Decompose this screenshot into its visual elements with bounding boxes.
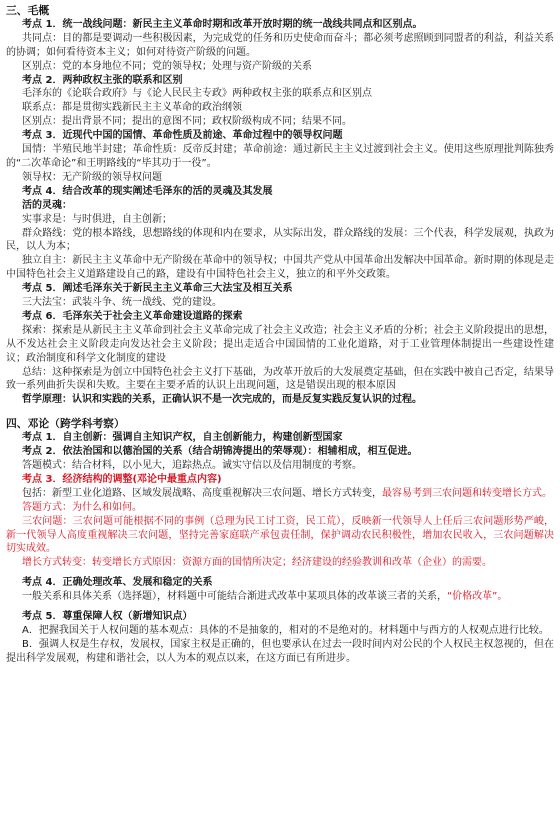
highlight-text: “价格改革”。: [447, 591, 508, 603]
key-point-heading: [6, 185, 554, 199]
key-point-heading: [6, 610, 554, 624]
key-point-heading: [6, 445, 554, 459]
paragraph-text: B．强调人权是生存权，发展权，国家主权是正确的，但也要承认在过去一段时间内对公民的个人权民主权忽视的，但在提出科学发展观，构建和谐社会，以人为本的观点以来，在这方面已有所进步。: [6, 638, 554, 664]
paragraph: [6, 324, 554, 366]
paragraph: [6, 143, 554, 171]
paragraph: [6, 227, 554, 255]
key-point-heading: [6, 18, 554, 32]
paragraph: [6, 366, 554, 394]
section-title: 三、毛概: [6, 4, 50, 17]
paragraph: [6, 501, 554, 515]
paragraph: [6, 515, 554, 557]
paragraph: [6, 624, 554, 638]
paragraph-text: 区别点：党的本身地位不同；党的领导权；处理与资产阶级的关系: [22, 60, 312, 72]
paragraph: [6, 296, 554, 310]
key-point-heading: [6, 576, 554, 590]
paragraph-text: 考点 5．尊重保障人权（新增知识点）: [22, 611, 193, 623]
key-point-heading: [6, 431, 554, 445]
paragraph-text: A．把握我国关于人权问题的基本观点：具体的不是抽象的，相对的不是绝对的。材料题中与西方的人权观点进行比较。: [22, 624, 549, 636]
paragraph: [6, 87, 554, 101]
paragraph: [6, 556, 554, 570]
paragraph-text: 考点 2．依法治国和以德治国的关系（结合胡锦涛提出的荣辱观）：相辅相成，相互促进。: [22, 446, 418, 458]
paragraph-text: 包括：新型工业化道路、区域发展战略、高度重视解决三农问题、增长方式转变，: [22, 487, 382, 499]
paragraph-text: 考点 3．近现代中国的国情、革命性质及前途、革命过程中的领导权问题: [22, 130, 343, 142]
paragraph-text: 答题模式：结合材料，以小见大，追踪热点。诚实守信以及信用制度的考察。: [22, 460, 362, 471]
paragraph: [6, 590, 554, 604]
paragraph-text: 联系点：都是贯彻实践新民主主义革命的政治纲领: [22, 102, 242, 114]
key-point-heading: [6, 74, 554, 88]
paragraph-text: 区别点：提出背景不同；提出的意图不同；政权阶级构成不同；结果不同。: [22, 116, 352, 128]
paragraph-text: 共同点：目的都是要调动一些积极因素，为完成党的任务和历史使命而奋斗；都必须考虑照顾到同盟者的利益，利益关系的协调；如何看待资本主义；如何对待资产阶级的问题。: [6, 32, 554, 58]
paragraph: [6, 213, 554, 227]
paragraph-text: 考点 5．阐述毛泽东关于新民主主义革命三大法宝及相互关系: [22, 283, 293, 295]
paragraph-text: 活的灵魂：: [22, 199, 72, 211]
paragraph-text: 独立自主：新民主主义革命中无产阶级在革命中的领导权；中国共产党从中国革命出发解决中国革命。新时期的体现是走中国特色社会主义道路建设自己的路，建设有中国特色社会主义，独立的和平外交政策。: [6, 255, 554, 281]
paragraph: [6, 101, 554, 115]
paragraph-text: 实事求是：与时俱进，自主创新；: [22, 213, 172, 225]
key-point-heading: [6, 282, 554, 296]
paragraph-text: 探索：探索是从新民主主义革命到社会主义革命完成了社会主义改造；社会主义矛盾的分析；社会主义阶段提出的思想，从不发达社会主义阶段走向发达社会主义阶段；提出走适合中国国情的工业化道路，对于工业管理体制提出一些建设性建议；政治制度和科学文化制度的建设: [6, 324, 554, 364]
paragraph-text: 考点 4．正确处理改革、发展和稳定的关系: [22, 577, 213, 589]
highlight-text: 最容易考到三农问题和转变增长方式。: [382, 487, 552, 499]
paragraph: [6, 459, 554, 473]
paragraph-text: 考点 2．两种政权主张的联系和区别: [22, 74, 183, 86]
paragraph-text: 答题方式：为什么和如何。: [22, 501, 142, 513]
paragraph: [6, 60, 554, 74]
paragraph-text: 考点 1．自主创新：强调自主知识产权，自主创新能力，构建创新型国家: [22, 432, 343, 444]
key-point-heading: [6, 473, 554, 487]
paragraph: [6, 32, 554, 60]
paragraph: [6, 171, 554, 185]
paragraph-text: 群众路线：党的根本路线，思想路线的体现和内在要求，从实际出发，群众路线的发展：三个代表，科学发展观，执政为民，以人为本；: [6, 227, 554, 253]
paragraph-text: 三大法宝：武装斗争、统一战线、党的建设。: [22, 297, 222, 309]
paragraph-text: 国情：半殖民地半封建；革命性质：反帝反封建；革命前途：通过新民主主义过渡到社会主义。使用这些原理批判陈独秀的“二次革命论”和王明路线的“毕其功于一役”。: [6, 144, 554, 169]
key-point-heading: [6, 129, 554, 143]
paragraph-text: 总结：这种探索是为创立中国特色社会主义打下基础，为改革开放后的大发展奠定基础，但在实践中被自己否定，结果导致一系列曲折失误和失败。主要在主要矛盾的认识上出现问题，这是错误出现的根本原因: [6, 366, 554, 392]
paragraph-text: 哲学原理：认识和实践的关系，正确认识不是一次完成的，而是反复实践反复认识的过程。: [22, 394, 422, 406]
paragraph: [6, 254, 554, 282]
section-title: 四、邓论（跨学科考察）: [6, 417, 125, 431]
paragraph-text: 毛泽东的《论联合政府》与《论人民民主专政》两种政权主张的联系点和区别点: [22, 88, 372, 100]
key-point-heading: [6, 393, 554, 407]
paragraph: [6, 115, 554, 129]
key-point-heading: [6, 199, 554, 213]
paragraph-text: 考点 1．统一战线问题：新民主主义革命时期和改革开放时期的统一战线共同点和区别点。: [22, 18, 423, 30]
paragraph-text: 增长方式转变：转变增长方式原因：资源方面的国情所决定；经济建设的经验教训和改革（企业）的需要。: [22, 557, 492, 569]
paragraph-text: 三农问题：三农问题可能根据不同的事例（总理为民工讨工资，民工荒），反映新一代领导人上任后三农问题形势严峻，新一代领导人高度重视解决三农问题，坚持完善家庭联产承包责任制，保护调动农民积极性，增加农民收入，三农问题解决切实成效。: [6, 515, 554, 555]
paragraph-text: 一般关系和具体关系（选择题），材料题中可能结合渐进式改革中某项具体的改革谈三者的关系，: [22, 591, 447, 603]
paragraph-text: 领导权：无产阶级的领导权问题: [22, 171, 162, 183]
paragraph-text: 考点 4．结合改革的现实阐述毛泽东的活的灵魂及其发展: [22, 185, 273, 197]
paragraph: [6, 487, 554, 501]
key-point-heading: [6, 310, 554, 324]
paragraph-text: 考点 6．毛泽东关于社会主义革命建设道路的探索: [22, 310, 243, 322]
paragraph-text: 考点 3．经济结构的调整(邓论中最重点内容): [22, 473, 222, 485]
paragraph: [6, 638, 554, 666]
